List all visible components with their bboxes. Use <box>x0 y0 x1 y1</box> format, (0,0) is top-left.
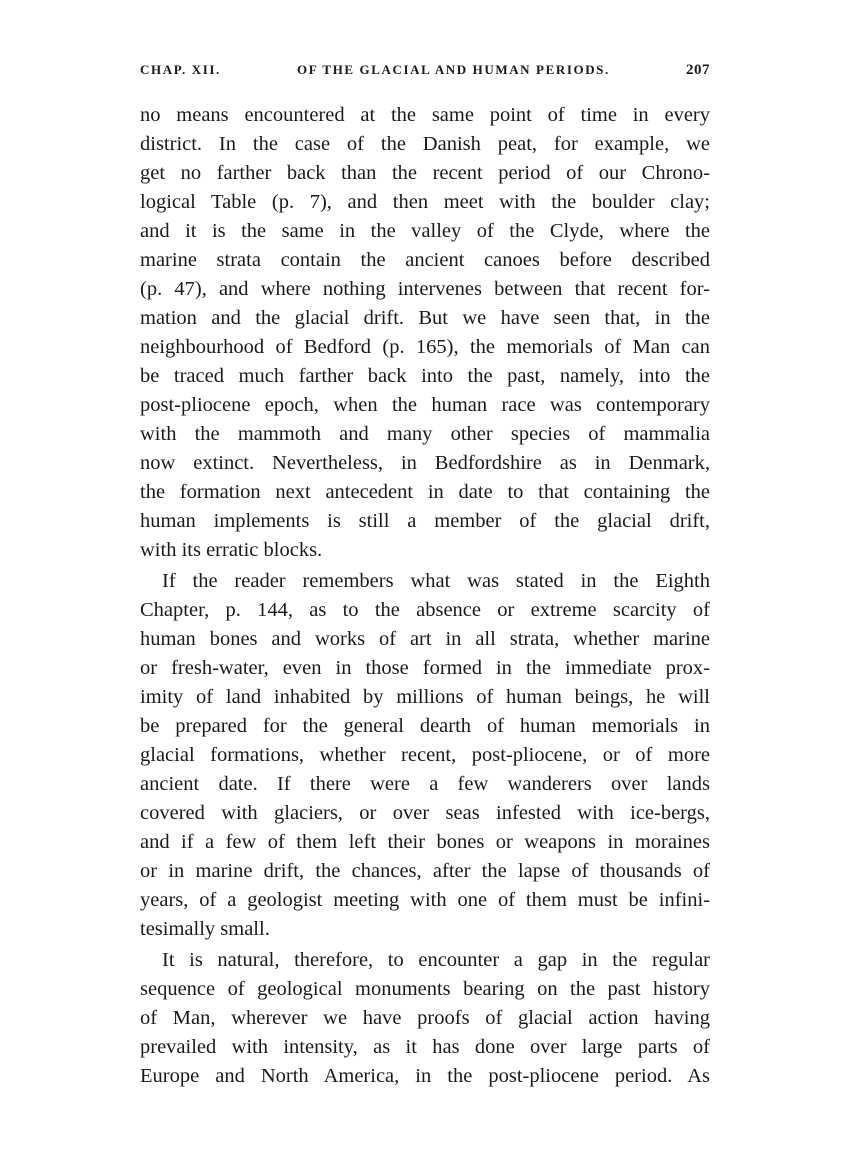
paragraph <box>140 946 710 1091</box>
text-line: glacial formations, whether recent, post-pliocene, or of more <box>140 744 710 766</box>
text-line: imity of land inhabited by millions of human beings, he will <box>140 686 710 708</box>
running-title: OF THE GLACIAL AND HUMAN PERIODS. <box>297 62 610 77</box>
text-line: or fresh-water, even in those formed in the immediate prox- <box>140 657 710 679</box>
text-line: with its erratic blocks. <box>140 539 323 561</box>
text-line: now extinct. Nevertheless, in Bedfordshire as in Denmark, <box>140 452 710 474</box>
text-line: covered with glaciers, or over seas infested with ice-bergs, <box>140 802 710 824</box>
text-line: It is natural, therefore, to encounter a gap in the regular <box>162 949 710 971</box>
text-line: Europe and North America, in the post-pliocene period. As <box>140 1065 710 1087</box>
paragraph <box>140 101 710 565</box>
text-line: neighbourhood of Bedford (p. 165), the memorials of Man can <box>140 336 710 358</box>
text-line: tesimally small. <box>140 918 270 940</box>
text-line: and if a few of them left their bones or weapons in moraines <box>140 831 710 853</box>
text-line: the formation next antecedent in date to that containing the <box>140 481 710 503</box>
text-line: human bones and works of art in all strata, whether marine <box>140 628 710 650</box>
text-line: be prepared for the general dearth of human memorials in <box>140 715 710 737</box>
text-line: of Man, wherever we have proofs of glacial action having <box>140 1007 710 1029</box>
text-line: prevailed with intensity, as it has done over large parts of <box>140 1036 710 1058</box>
chapter-label: CHAP. XII. <box>140 62 221 77</box>
running-head <box>140 62 710 79</box>
body-text <box>140 101 710 1091</box>
text-line: marine strata contain the ancient canoes before described <box>140 249 710 271</box>
text-line: Chapter, p. 144, as to the absence or extreme scarcity of <box>140 599 710 621</box>
text-line: be traced much farther back into the past, namely, into the <box>140 365 710 387</box>
text-line: mation and the glacial drift. But we have seen that, in the <box>140 307 710 329</box>
text-line: no means encountered at the same point of time in every <box>140 104 710 126</box>
text-line: with the mammoth and many other species of mammalia <box>140 423 710 445</box>
text-line: sequence of geological monuments bearing on the past history <box>140 978 710 1000</box>
page-number: 207 <box>686 62 710 78</box>
book-page <box>140 62 710 1091</box>
text-line: years, of a geologist meeting with one of them must be infini- <box>140 889 710 911</box>
text-line: get no farther back than the recent period of our Chrono- <box>140 162 710 184</box>
paragraph <box>140 567 710 944</box>
text-line: post-pliocene epoch, when the human race was contemporary <box>140 394 710 416</box>
text-line: district. In the case of the Danish peat, for example, we <box>140 133 710 155</box>
text-line: If the reader remembers what was stated in the Eighth <box>162 570 710 592</box>
text-line: (p. 47), and where nothing intervenes between that recent for- <box>140 278 710 300</box>
text-line: logical Table (p. 7), and then meet with the boulder clay; <box>140 191 710 213</box>
text-line: or in marine drift, the chances, after the lapse of thousands of <box>140 860 710 882</box>
text-line: human implements is still a member of the glacial drift, <box>140 510 710 532</box>
text-line: and it is the same in the valley of the Clyde, where the <box>140 220 710 242</box>
text-line: ancient date. If there were a few wanderers over lands <box>140 773 710 795</box>
